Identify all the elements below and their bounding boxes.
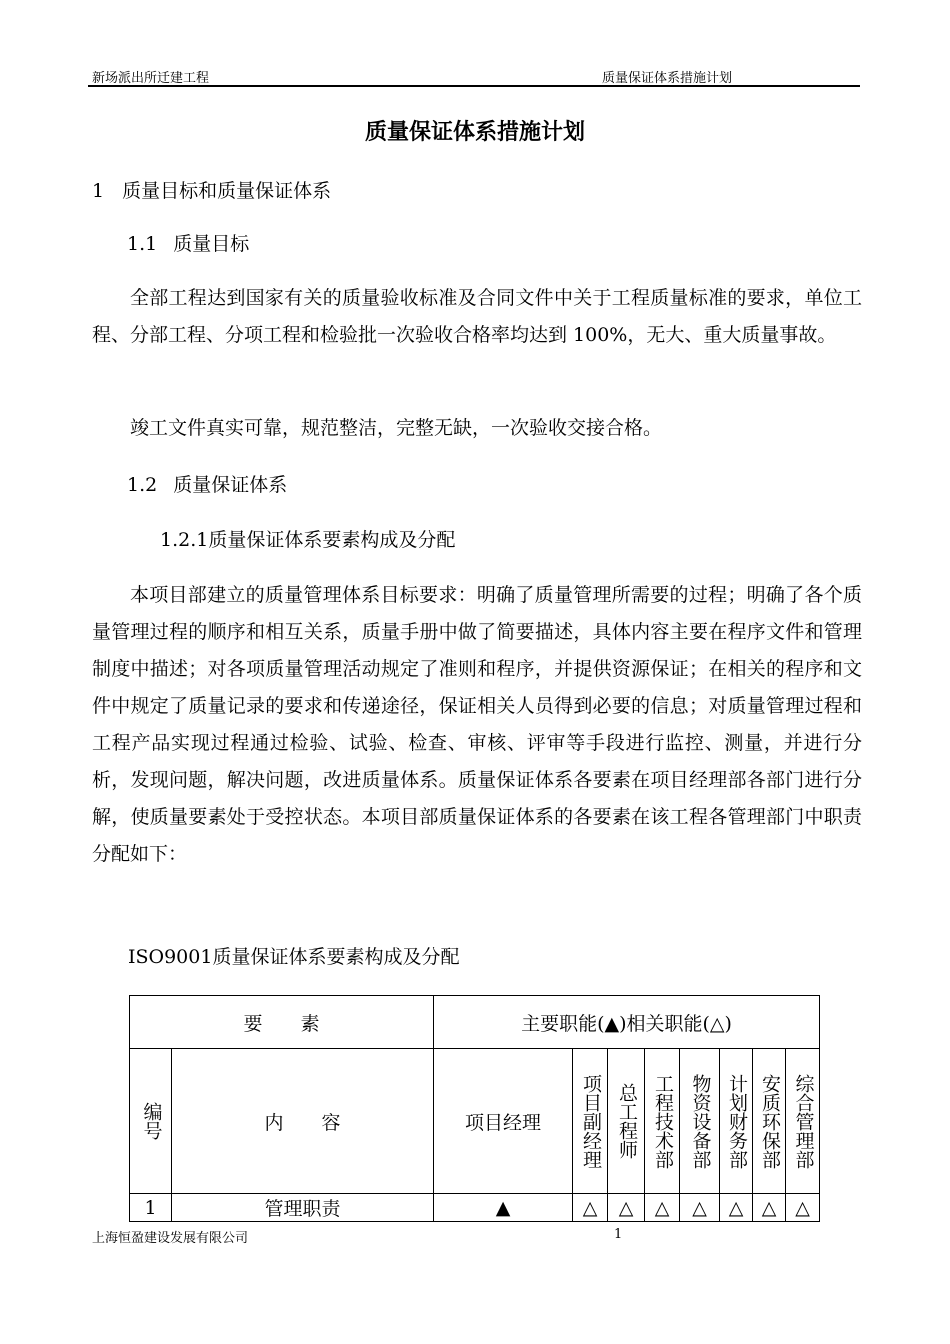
table-row xyxy=(130,1194,820,1222)
cell-finance-dept: △ xyxy=(720,1194,753,1222)
col-header-finance-dept: 计划财务部 xyxy=(720,1049,753,1194)
table-caption: ISO9001质量保证体系要素构成及分配 xyxy=(128,946,460,968)
section-number: 1 xyxy=(92,180,105,202)
col-header-content: 内 容 xyxy=(172,1049,434,1194)
cell-chief-engineer: △ xyxy=(608,1194,645,1222)
header-doc-title: 质量保证体系措施计划 xyxy=(602,71,733,86)
section-title: 质量目标和质量保证体系 xyxy=(122,180,332,202)
section-title: 质量保证体系 xyxy=(173,474,288,496)
header-rule xyxy=(88,85,860,87)
paragraph-quality-goal: 全部工程达到国家有关的质量验收标准及合同文件中关于工程质量标准的要求，单位工程、分部工程、分项工程和检验批一次验收合格率均达到 100%，无大、重大质量事故。 xyxy=(92,287,862,346)
col-header-project-manager: 项目经理 xyxy=(434,1049,573,1194)
col-header-materials-dept: 物资设备部 xyxy=(680,1049,720,1194)
paragraph-quality-system: 本项目部建立的质量管理体系目标要求：明确了质量管理所需要的过程；明确了各个质量管理过程的顺序和相互关系，质量手册中做了简要描述，具体内容主要在程序文件和管理制度中描述；对各项质量管理活动规定了准则和程序，并提供资源保证；在相关的程序和文件中规定了质量记录的要求和传递途径，保证相关人员得到必要的信息；对质量管理过程和工程产品实现过程通过检验、试验、检查、审核、评审等手段进行监控、测量，并进行分析，发现问题，解决问题，改进质量体系。质量保证体系各要素在项目经理部各部门进行分解，使质量要素处于受控状态。本项目部质量保证体系的各要素在该工程各管理部门中职责分配如下： xyxy=(92,584,862,865)
cell-content: 管理职责 xyxy=(172,1194,434,1222)
col-header-engineering-dept: 工程技术部 xyxy=(645,1049,680,1194)
col-header-safety-dept: 安质环保部 xyxy=(753,1049,786,1194)
col-header-admin-dept: 综合管理部 xyxy=(786,1049,820,1194)
functions-header: 主要职能(▲)相关职能(△) xyxy=(434,996,820,1049)
col-header-deputy-manager: 项目副经理 xyxy=(573,1049,608,1194)
cell-admin-dept: △ xyxy=(786,1194,820,1222)
responsibility-matrix-table xyxy=(129,995,820,1222)
col-header-chief-engineer: 总工程师 xyxy=(608,1049,645,1194)
elements-header: 要 素 xyxy=(130,996,434,1049)
paragraph-completion-docs: 竣工文件真实可靠，规范整洁，完整无缺，一次验收交接合格。 xyxy=(130,417,663,439)
section-1-2-1-heading: 1.2.1质量保证体系要素构成及分配 xyxy=(160,529,456,551)
cell-deputy-manager: △ xyxy=(573,1194,608,1222)
page-number: 1 xyxy=(614,1227,623,1242)
section-1-2-heading xyxy=(127,470,287,497)
cell-number: 1 xyxy=(130,1194,172,1222)
section-title: 质量目标 xyxy=(173,233,250,255)
footer-company: 上海恒盈建设发展有限公司 xyxy=(92,1231,249,1246)
section-number: 1.2 xyxy=(127,474,158,496)
page-title: 质量保证体系措施计划 xyxy=(364,120,585,145)
cell-materials-dept: △ xyxy=(680,1194,720,1222)
header-project-name: 新场派出所迁建工程 xyxy=(92,71,210,86)
cell-project-manager: ▲ xyxy=(434,1194,573,1222)
cell-safety-dept: △ xyxy=(753,1194,786,1222)
section-number: 1.1 xyxy=(127,233,158,255)
section-1-heading xyxy=(92,176,331,203)
section-1-1-heading xyxy=(127,229,249,256)
col-header-number: 编号 xyxy=(130,1049,172,1194)
cell-engineering-dept: △ xyxy=(645,1194,680,1222)
